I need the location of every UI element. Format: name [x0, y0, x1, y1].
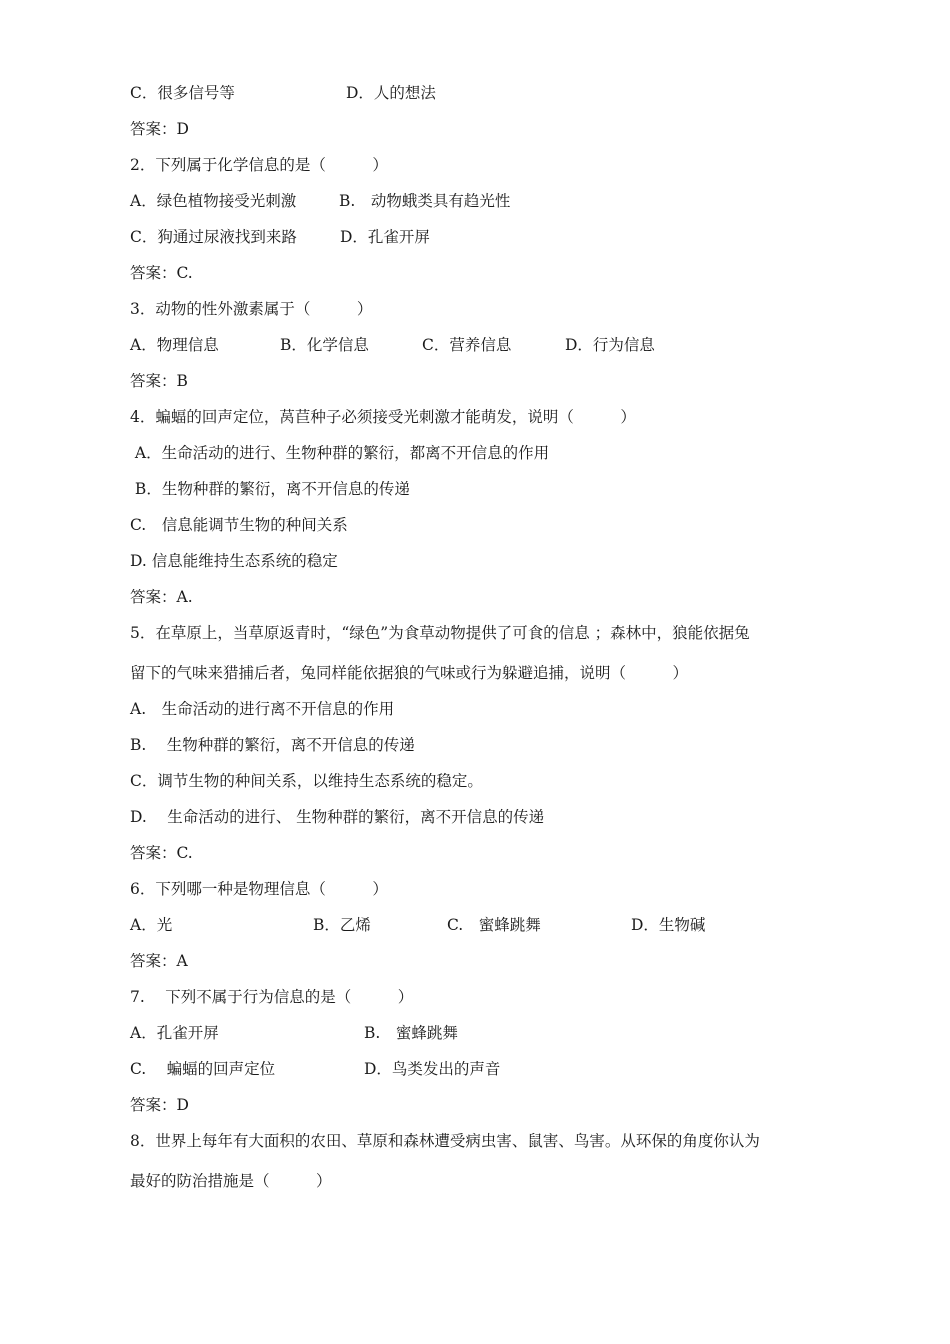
option-c: C．很多信号等 — [130, 84, 235, 102]
option-c: C．狗通过尿液找到来路 — [130, 228, 297, 246]
option-b: B．化学信息 — [280, 336, 369, 354]
option-row — [130, 83, 436, 103]
answer-line: 答案：C. — [130, 264, 193, 282]
question-stem-continued: 最好的防治措施是（ ） — [130, 1172, 332, 1190]
answer-line: 答案：D — [130, 120, 189, 138]
answer-line: 答案：D — [130, 1096, 189, 1114]
option-a: A．光 — [130, 916, 173, 934]
option-a: A．绿色植物接受光刺激 — [130, 192, 297, 210]
option-row — [130, 191, 511, 211]
question-stem: 2．下列属于化学信息的是（ ） — [130, 156, 388, 174]
option-row — [130, 1023, 458, 1043]
option-d: D．孔雀开屏 — [340, 228, 430, 246]
option-line: B．生物种群的繁衍，离不开信息的传递 — [130, 480, 410, 498]
option-line: B. 生物种群的繁衍，离不开信息的传递 — [130, 736, 415, 754]
option-row — [130, 1059, 501, 1079]
question-stem: 8．世界上每年有大面积的农田、草原和森林遭受病虫害、鼠害、鸟害。从环保的角度你认为 — [130, 1132, 760, 1150]
answer-line: 答案：C. — [130, 844, 193, 862]
option-line: A．生命活动的进行、生物种群的繁衍，都离不开信息的作用 — [130, 444, 550, 462]
question-stem: 7. 下列不属于行为信息的是（ ） — [130, 988, 414, 1006]
option-d: D．行为信息 — [565, 336, 655, 354]
option-line: A. 生命活动的进行离不开信息的作用 — [130, 700, 395, 718]
option-row — [130, 915, 706, 935]
question-stem: 3．动物的性外激素属于（ ） — [130, 300, 373, 318]
question-stem-continued: 留下的气味来猎捕后者，兔同样能依据狼的气味或行为躲避追捕，说明（ ） — [130, 664, 689, 682]
answer-line: 答案：A — [130, 952, 188, 970]
option-line: D. 生命活动的进行、 生物种群的繁衍，离不开信息的传递 — [130, 808, 545, 826]
question-stem: 4．蝙蝠的回声定位，莴苣种子必须接受光刺激才能萌发，说明（ ） — [130, 408, 636, 426]
option-c: C. 蜜蜂跳舞 — [447, 916, 541, 934]
option-row — [130, 335, 655, 355]
option-d: D．生物碱 — [631, 916, 706, 934]
option-line: C．调节生物的种间关系，以维持生态系统的稳定。 — [130, 772, 483, 790]
option-line: C. 信息能调节生物的种间关系 — [130, 516, 348, 534]
option-c: C. 蝙蝠的回声定位 — [130, 1060, 276, 1078]
question-stem: 6．下列哪一种是物理信息（ ） — [130, 880, 388, 898]
option-d: D．人的想法 — [346, 84, 436, 102]
answer-line: 答案：A. — [130, 588, 193, 606]
option-b: B. 蜜蜂跳舞 — [364, 1024, 458, 1042]
option-d: D．鸟类发出的声音 — [364, 1060, 501, 1078]
option-a: A．物理信息 — [130, 336, 219, 354]
option-b: B．乙烯 — [313, 916, 371, 934]
option-line: D. 信息能维持生态系统的稳定 — [130, 552, 338, 570]
question-stem: 5．在草原上，当草原返青时，“绿色”为食草动物提供了可食的信息 ；森林中，狼能依据兔 — [130, 624, 750, 642]
option-c: C．营养信息 — [422, 336, 512, 354]
answer-line: 答案：B — [130, 372, 188, 390]
option-row — [130, 227, 430, 247]
option-b: B. 动物蛾类具有趋光性 — [339, 192, 511, 210]
option-a: A．孔雀开屏 — [130, 1024, 219, 1042]
